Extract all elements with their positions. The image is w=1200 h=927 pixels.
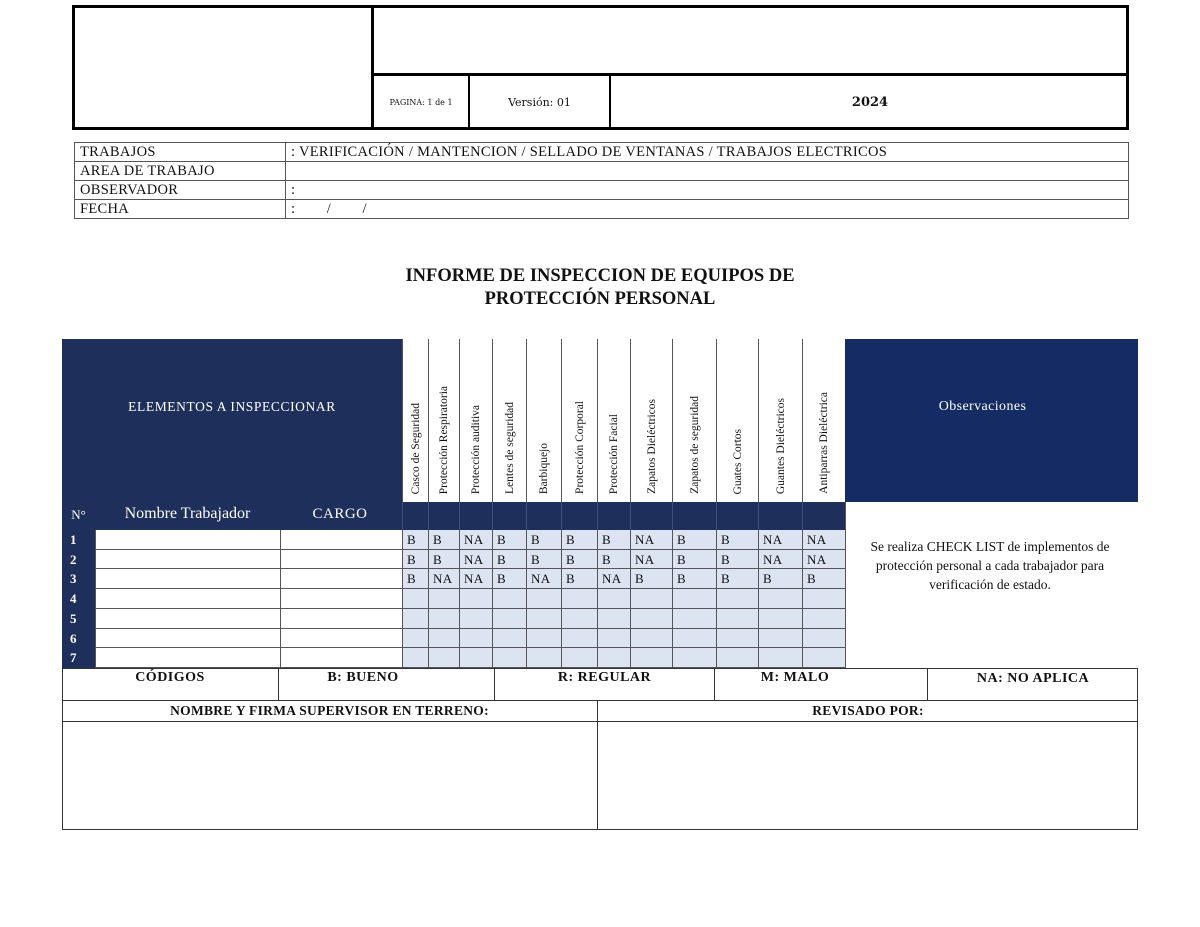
- worker-name-field[interactable]: [95, 648, 280, 668]
- inspection-cell[interactable]: NA: [802, 530, 845, 550]
- inspection-cell[interactable]: [526, 589, 561, 609]
- info-row-observador: [75, 181, 1129, 200]
- inspection-cell[interactable]: [716, 609, 758, 629]
- inspection-cell[interactable]: B: [402, 530, 428, 550]
- item-header-col: [597, 339, 630, 502]
- inspection-cell[interactable]: [716, 648, 758, 668]
- info-value[interactable]: : / /: [286, 200, 1129, 219]
- inspection-cell[interactable]: [561, 609, 597, 629]
- inspection-cell[interactable]: [459, 609, 492, 629]
- codes-label: CÓDIGOS: [135, 670, 205, 685]
- inspection-cell[interactable]: [402, 609, 428, 629]
- inspection-cell[interactable]: [597, 629, 630, 648]
- inspection-cell[interactable]: B: [561, 530, 597, 550]
- inspection-cell[interactable]: [716, 589, 758, 609]
- worker-name-field[interactable]: [95, 609, 280, 629]
- worker-name-field[interactable]: [95, 569, 280, 589]
- inspection-cell[interactable]: [802, 609, 845, 629]
- inspection-cell[interactable]: [459, 648, 492, 668]
- subheader-item-cell: [597, 502, 630, 530]
- item-header-col: [428, 339, 459, 502]
- inspection-cell[interactable]: B: [526, 530, 561, 550]
- observations-header-cell: [845, 339, 1138, 502]
- item-header-label: Casco de Seguridad: [409, 402, 422, 494]
- inspection-cell[interactable]: B: [716, 550, 758, 569]
- info-value[interactable]: [286, 162, 1129, 181]
- item-header-col: [526, 339, 561, 502]
- inspection-cell[interactable]: [672, 629, 716, 648]
- inspection-cell[interactable]: NA: [459, 569, 492, 589]
- info-row-area: [75, 162, 1129, 181]
- inspection-cell[interactable]: NA: [597, 569, 630, 589]
- supervisor-signature-field[interactable]: [63, 722, 597, 829]
- page-indicator: PAGINA: 1 de 1: [374, 74, 470, 130]
- inspection-cell[interactable]: [597, 589, 630, 609]
- inspection-cell[interactable]: [758, 648, 802, 668]
- inspection-cell[interactable]: [428, 648, 459, 668]
- inspection-cell[interactable]: B: [402, 550, 428, 569]
- inspection-cell[interactable]: NA: [630, 550, 672, 569]
- inspection-cell[interactable]: B: [716, 569, 758, 589]
- inspection-cell[interactable]: [459, 629, 492, 648]
- worker-name-field[interactable]: [95, 629, 280, 648]
- item-header-col: [459, 339, 492, 502]
- row-number: 7: [62, 648, 95, 668]
- cargo-field[interactable]: [280, 629, 402, 648]
- inspection-cell[interactable]: [402, 629, 428, 648]
- inspection-cell[interactable]: NA: [459, 530, 492, 550]
- subheader-item-cell: [526, 502, 561, 530]
- item-header-label: Zapatos de seguridad: [688, 396, 701, 494]
- item-header-col: [758, 339, 802, 502]
- item-header-label: Zapatos Dieléctricos: [645, 399, 658, 494]
- row-number: 6: [62, 629, 95, 648]
- info-table: [74, 142, 1129, 219]
- subheader-item-cell: [716, 502, 758, 530]
- cargo-field[interactable]: [280, 609, 402, 629]
- item-header-col: [672, 339, 716, 502]
- item-header-col: [402, 339, 428, 502]
- inspection-cell[interactable]: [802, 629, 845, 648]
- item-header-label: Guantes Dieléctricos: [774, 397, 787, 494]
- inspection-cell[interactable]: B: [561, 550, 597, 569]
- item-header-label: Barbiquejo: [538, 442, 550, 494]
- inspection-cell[interactable]: [492, 629, 526, 648]
- inspection-cell[interactable]: [561, 648, 597, 668]
- worker-name-field[interactable]: [95, 550, 280, 569]
- inspection-cell[interactable]: B: [672, 550, 716, 569]
- item-header-label: Lentes de seguridad: [503, 402, 516, 494]
- item-header-label: Antiparras Dieléctrica: [818, 392, 830, 494]
- inspection-cell[interactable]: B: [597, 550, 630, 569]
- inspection-cell[interactable]: [561, 589, 597, 609]
- code-no-aplica: NA: NO APLICA: [976, 671, 1090, 686]
- inspection-cell[interactable]: B: [492, 530, 526, 550]
- elements-header-label: ELEMENTOS A INSPECCIONAR: [128, 399, 336, 414]
- inspection-cell[interactable]: [758, 589, 802, 609]
- item-header-label: Protección Respiratoria: [438, 385, 450, 494]
- row-number: 1: [62, 530, 95, 550]
- row-number: 5: [62, 609, 95, 629]
- col-cargo-header: CARGO: [312, 506, 368, 522]
- inspection-cell[interactable]: [561, 629, 597, 648]
- inspection-cell[interactable]: [758, 609, 802, 629]
- cargo-field[interactable]: [280, 530, 402, 550]
- inspection-cell[interactable]: B: [716, 530, 758, 550]
- inspection-cell[interactable]: B: [802, 569, 845, 589]
- row-number: 3: [62, 569, 95, 589]
- inspection-cell[interactable]: [802, 648, 845, 668]
- subheader-item-cell: [802, 502, 845, 530]
- info-value[interactable]: : VERIFICACIÓN / MANTENCION / SELLADO DE VENTANAS / TRABAJOS ELECTRICOS: [286, 143, 1129, 162]
- subheader-item-cell: [561, 502, 597, 530]
- inspection-cell[interactable]: [459, 589, 492, 609]
- inspection-cell[interactable]: [492, 589, 526, 609]
- inspection-cell[interactable]: [630, 589, 672, 609]
- inspection-cell[interactable]: [402, 648, 428, 668]
- inspection-cell[interactable]: NA: [802, 550, 845, 569]
- info-label: FECHA: [75, 200, 286, 219]
- item-header-col: [630, 339, 672, 502]
- item-header-col: [716, 339, 758, 502]
- inspection-cell[interactable]: B: [758, 569, 802, 589]
- cargo-field[interactable]: [280, 648, 402, 668]
- subheader-item-cell: [672, 502, 716, 530]
- cargo-field[interactable]: [280, 589, 402, 609]
- inspection-cell[interactable]: [428, 609, 459, 629]
- cargo-field[interactable]: [280, 550, 402, 569]
- inspection-cell[interactable]: [630, 629, 672, 648]
- inspection-cell[interactable]: NA: [428, 569, 459, 589]
- revisado-field[interactable]: [598, 722, 1137, 829]
- item-header-label: Protección auditiva: [470, 404, 482, 494]
- supervisor-signature-label: NOMBRE Y FIRMA SUPERVISOR EN TERRENO:: [170, 703, 489, 718]
- inspection-cell[interactable]: [597, 609, 630, 629]
- item-header-label: Guates Cortos: [731, 428, 744, 494]
- info-row-trabajos: [75, 143, 1129, 162]
- col-name-header: Nombre Trabajador: [124, 505, 251, 522]
- code-malo: M: MALO: [760, 670, 830, 685]
- inspection-cell[interactable]: NA: [526, 569, 561, 589]
- subheader-item-cell: [459, 502, 492, 530]
- inspection-cell[interactable]: [716, 629, 758, 648]
- inspection-cell[interactable]: NA: [758, 550, 802, 569]
- item-header-col: [802, 339, 845, 502]
- report-title-line-1: INFORME DE INSPECCION DE EQUIPOS DE: [405, 266, 795, 286]
- report-title-line-2: PROTECCIÓN PERSONAL: [484, 289, 716, 309]
- inspection-cell[interactable]: [630, 609, 672, 629]
- inspection-cell[interactable]: B: [597, 530, 630, 550]
- worker-name-field[interactable]: [95, 530, 280, 550]
- subheader-item-cell: [402, 502, 428, 530]
- col-no-header: N°: [71, 507, 86, 522]
- code-bueno: B: BUENO: [327, 670, 399, 685]
- revisado-label: REVISADO POR:: [812, 703, 924, 718]
- inspection-cell[interactable]: B: [672, 569, 716, 589]
- info-label: OBSERVADOR: [75, 181, 286, 200]
- code-regular: R: REGULAR: [557, 670, 652, 685]
- inspection-cell[interactable]: [428, 589, 459, 609]
- inspection-cell[interactable]: [802, 589, 845, 609]
- observations-header-label: Observaciones: [938, 399, 1027, 414]
- inspection-cell[interactable]: [526, 629, 561, 648]
- inspection-cell[interactable]: NA: [459, 550, 492, 569]
- inspection-cell[interactable]: [526, 609, 561, 629]
- inspection-cell[interactable]: B: [526, 550, 561, 569]
- version-label: Versión: 01: [470, 74, 611, 130]
- inspection-cell[interactable]: NA: [630, 530, 672, 550]
- info-label: TRABAJOS: [75, 143, 286, 162]
- observation-text: Se realiza CHECK LIST de implementos de protección personal a cada trabajador para verificación de estado.: [870, 539, 1110, 592]
- item-header-label: Protección Facial: [608, 413, 620, 494]
- inspection-cell[interactable]: [402, 589, 428, 609]
- inspection-cell[interactable]: [526, 648, 561, 668]
- subheader-item-cell: [758, 502, 802, 530]
- info-label: AREA DE TRABAJO: [75, 162, 286, 181]
- subheader-item-cell: [492, 502, 526, 530]
- cargo-field[interactable]: [280, 569, 402, 589]
- inspection-cell[interactable]: B: [428, 530, 459, 550]
- info-value[interactable]: :: [286, 181, 1129, 200]
- info-row-fecha: [75, 200, 1129, 219]
- inspection-cell[interactable]: B: [402, 569, 428, 589]
- inspection-cell[interactable]: B: [428, 550, 459, 569]
- year-label: 2024: [851, 94, 889, 110]
- logo-area: [72, 5, 374, 130]
- inspection-cell[interactable]: [630, 648, 672, 668]
- inspection-cell[interactable]: [492, 648, 526, 668]
- inspection-cell[interactable]: B: [672, 530, 716, 550]
- header-title-area: [374, 5, 1129, 76]
- item-header-col: [492, 339, 526, 502]
- inspection-cell[interactable]: B: [492, 550, 526, 569]
- row-number: 4: [62, 589, 95, 609]
- inspection-cell[interactable]: B: [630, 569, 672, 589]
- elements-header-cell: [62, 339, 402, 502]
- inspection-cell[interactable]: [672, 589, 716, 609]
- inspection-cell[interactable]: [492, 609, 526, 629]
- row-number: 2: [62, 550, 95, 569]
- item-header-col: [561, 339, 597, 502]
- inspection-cell[interactable]: [672, 648, 716, 668]
- inspection-cell[interactable]: NA: [758, 530, 802, 550]
- subheader-item-cell: [630, 502, 672, 530]
- inspection-cell[interactable]: [597, 648, 630, 668]
- inspection-cell[interactable]: [428, 629, 459, 648]
- inspection-cell[interactable]: B: [492, 569, 526, 589]
- worker-name-field[interactable]: [95, 589, 280, 609]
- item-header-label: Protección Corporal: [573, 401, 586, 494]
- inspection-cell[interactable]: B: [561, 569, 597, 589]
- inspection-cell[interactable]: [758, 629, 802, 648]
- inspection-cell[interactable]: [672, 609, 716, 629]
- report-title: [300, 265, 900, 311]
- subheader-item-cell: [428, 502, 459, 530]
